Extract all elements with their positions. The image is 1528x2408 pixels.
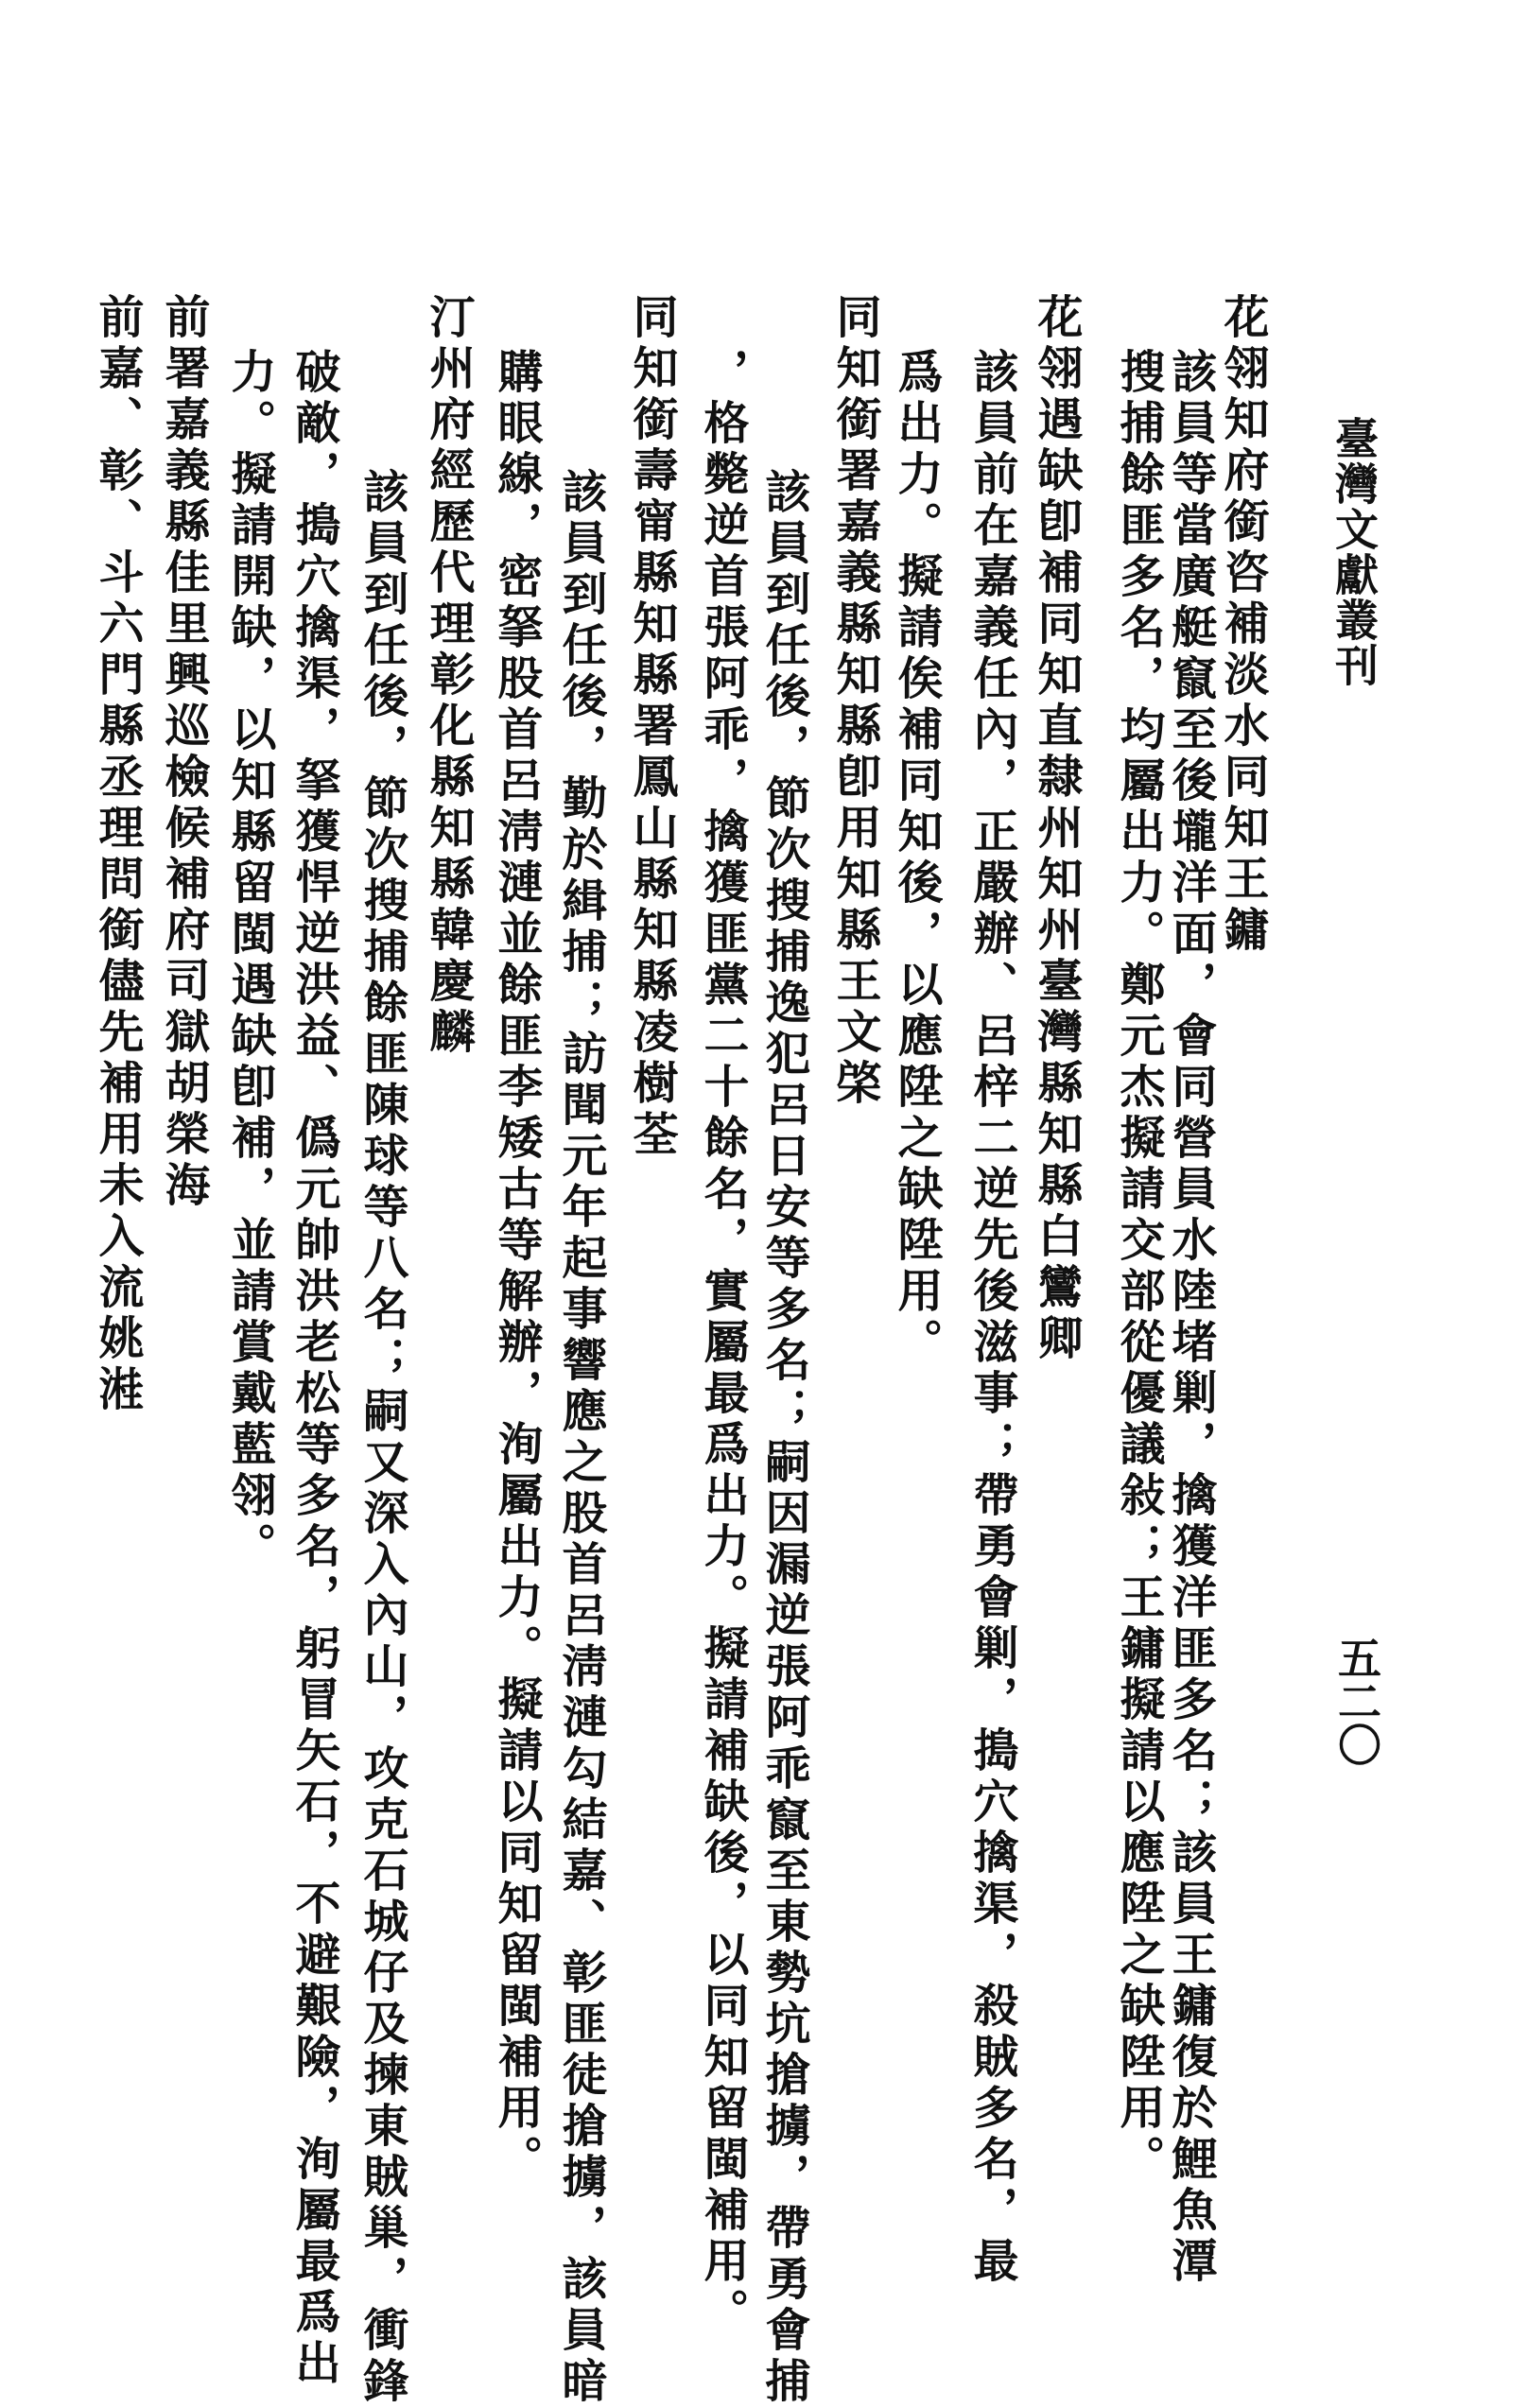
text-column: 該員到任後，節次搜捕逸犯呂日安等多名；嗣因漏逆張阿乖竄至東勢坑搶擄，帶勇會捕: [757, 468, 810, 2408]
text-column: 花翎遇缺卽補同知直隸州知州臺灣縣知縣白鸞卿: [1030, 293, 1083, 1365]
text-column: 前嘉、彰、斗六門縣丞理問銜儘先補用未入流姚溎: [91, 293, 144, 1416]
text-column: 購眼線，密拏股首呂淸漣並餘匪李矮古等解辦，洵屬出力。擬請以同知留閩補用。: [490, 348, 543, 2186]
text-column: 力。擬請開缺，以知縣留閩遇缺卽補，並請賞戴藍翎。: [223, 348, 276, 1573]
text-column: 汀州府經歷代理彰化縣知縣韓慶麟: [422, 293, 475, 1059]
text-column: 該員前在嘉義任內，正嚴辦、呂梓二逆先後滋事；帶勇會剿，搗穴擒渠，殺賊多名，最: [965, 348, 1018, 2288]
text-column: 前署嘉義縣佳里興巡檢候補府司獄胡榮海: [157, 293, 210, 1212]
text-column: 同知銜壽甯縣知縣署鳳山縣知縣凌樹荃: [625, 293, 678, 1161]
text-column: 破敵，搗穴擒渠，拏獲悍逆洪益、僞元帥洪老松等多名，躬冒矢石，不避艱險，洵屬最爲出: [287, 348, 340, 2390]
text-column: 該員等當廣艇竄至後壠洋面，會同營員水陸堵剿，擒獲洋匪多名；該員王鏞復於鯉魚潭: [1164, 348, 1217, 2288]
book-title: 臺灣文獻叢刊: [1328, 416, 1380, 688]
text-column: ，格斃逆首張阿乖，擒獲匪黨二十餘名，實屬最爲出力。擬請補缺後，以同知留閩補用。: [696, 348, 749, 2339]
text-column: 該員到任後，勤於緝捕；訪聞元年起事響應之股首呂淸漣勾結嘉、彰匪徒搶擄，該員暗: [554, 468, 607, 2408]
text-column: 搜捕餘匪多名，均屬出力。鄭元杰擬請交部從優議敍；王鏞擬請以應陞之缺陞用。: [1112, 348, 1165, 2186]
text-column: 花翎知府銜咨補淡水同知王鏞: [1216, 293, 1269, 957]
text-column: 同知銜署嘉義縣知縣卽用知縣王文棨: [828, 293, 881, 1110]
text-column: 該員到任後，節次搜捕餘匪陳球等八名；嗣又深入內山，攻克石城仔及揀東賊巢，衝鋒: [356, 468, 408, 2408]
text-column: 爲出力。擬請俟補同知後，以應陞之缺陞用。: [890, 348, 943, 1369]
page-number: 五二〇: [1331, 1636, 1382, 1766]
